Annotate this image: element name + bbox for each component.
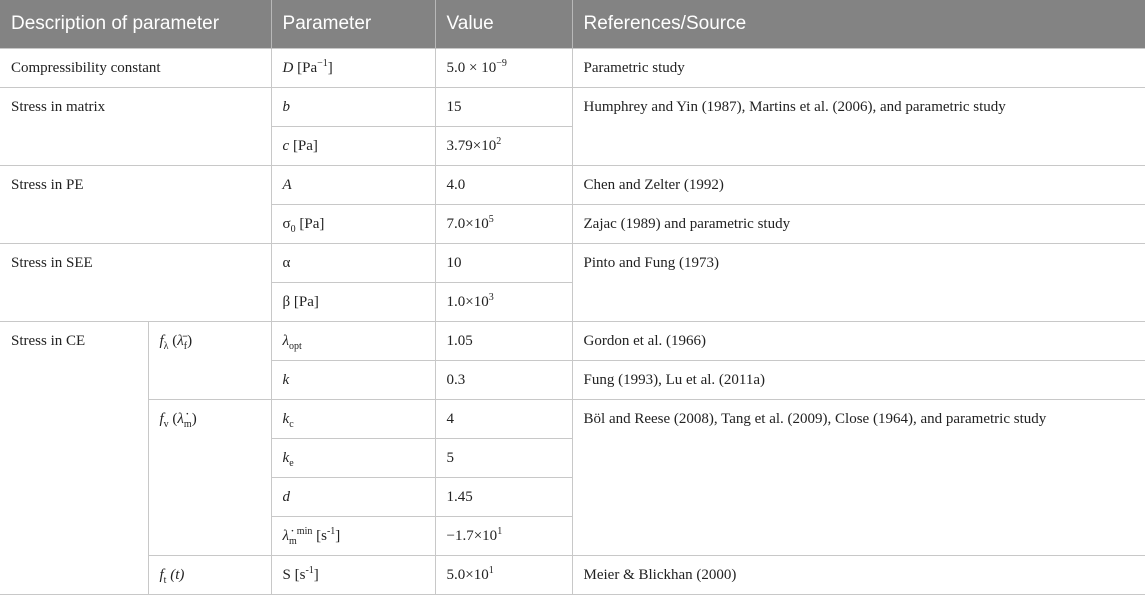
header-parameter: Parameter <box>271 0 435 49</box>
param-cell: β [Pa] <box>271 283 435 322</box>
table-row <box>0 244 1145 283</box>
param-cell: D $[Pa^{-1}]$ <box>271 49 435 88</box>
header-value: Value <box>435 0 572 49</box>
reference-cell: Fung (1993), Lu et al. (2011a) <box>572 361 1145 400</box>
value-cell: $-1.7\times 10^1$ <box>435 517 572 556</box>
row-description: Compressibility constant <box>0 49 271 88</box>
param-cell: b <box>271 88 435 127</box>
value-cell: 10 <box>435 244 572 283</box>
param-cell: d <box>271 478 435 517</box>
param-cell: $\lambda_{opt}$ <box>271 322 435 361</box>
header-references: References/Source <box>572 0 1145 49</box>
function-cell: $f_\lambda$ $(\lambdā_f)$ <box>148 322 271 400</box>
table-row <box>0 49 1145 88</box>
param-cell: c [Pa] <box>271 127 435 166</box>
function-cell: $f_t$ (t) <box>148 556 271 595</box>
row-description: Stress in SEE <box>0 244 271 322</box>
table-row <box>0 556 1145 595</box>
value-cell: $3.79\times 10^2$ <box>435 127 572 166</box>
table-row <box>0 166 1145 205</box>
table-row <box>0 322 1145 361</box>
reference-cell: Parametric study <box>572 49 1145 88</box>
value-cell: 5 <box>435 439 572 478</box>
value-cell: $5.0 \times 10^{-9}$ <box>435 49 572 88</box>
function-cell: $f_v$ $(\lambdȧ_m)$ <box>148 400 271 556</box>
param-cell: $\lambdȧ_m^{min}$ $[s^{-1}]$ <box>271 517 435 556</box>
param-cell: A <box>271 166 435 205</box>
value-cell: 0.3 <box>435 361 572 400</box>
row-description: Stress in CE <box>0 322 148 595</box>
param-cell: $k_c$ <box>271 400 435 439</box>
table-row <box>0 88 1145 127</box>
table-header-row <box>0 0 1145 49</box>
param-cell: $k_e$ <box>271 439 435 478</box>
row-description: Stress in PE <box>0 166 271 244</box>
value-cell: 1.05 <box>435 322 572 361</box>
row-description: Stress in matrix <box>0 88 271 166</box>
param-cell: k <box>271 361 435 400</box>
reference-cell: Gordon et al. (1966) <box>572 322 1145 361</box>
value-cell: 4.0 <box>435 166 572 205</box>
param-cell: $\sigma_0$ [Pa] <box>271 205 435 244</box>
value-cell: $1.0\times 10^3$ <box>435 283 572 322</box>
value-cell: 15 <box>435 88 572 127</box>
param-cell: α <box>271 244 435 283</box>
reference-cell: Humphrey and Yin (1987), Martins et al. (2006), and parametric study <box>572 88 1145 166</box>
reference-cell: Pinto and Fung (1973) <box>572 244 1145 322</box>
param-cell: S $[s^{-1}]$ <box>271 556 435 595</box>
header-description: Description of parameter <box>0 0 271 49</box>
reference-cell: Zajac (1989) and parametric study <box>572 205 1145 244</box>
table-row <box>0 400 1145 439</box>
value-cell: 1.45 <box>435 478 572 517</box>
value-cell: 4 <box>435 400 572 439</box>
value-cell: $5.0\times 10^1$ <box>435 556 572 595</box>
reference-cell: Böl and Reese (2008), Tang et al. (2009), Close (1964), and parametric study <box>572 400 1145 556</box>
value-cell: $7.0\times 10^5$ <box>435 205 572 244</box>
reference-cell: Meier & Blickhan (2000) <box>572 556 1145 595</box>
reference-cell: Chen and Zelter (1992) <box>572 166 1145 205</box>
